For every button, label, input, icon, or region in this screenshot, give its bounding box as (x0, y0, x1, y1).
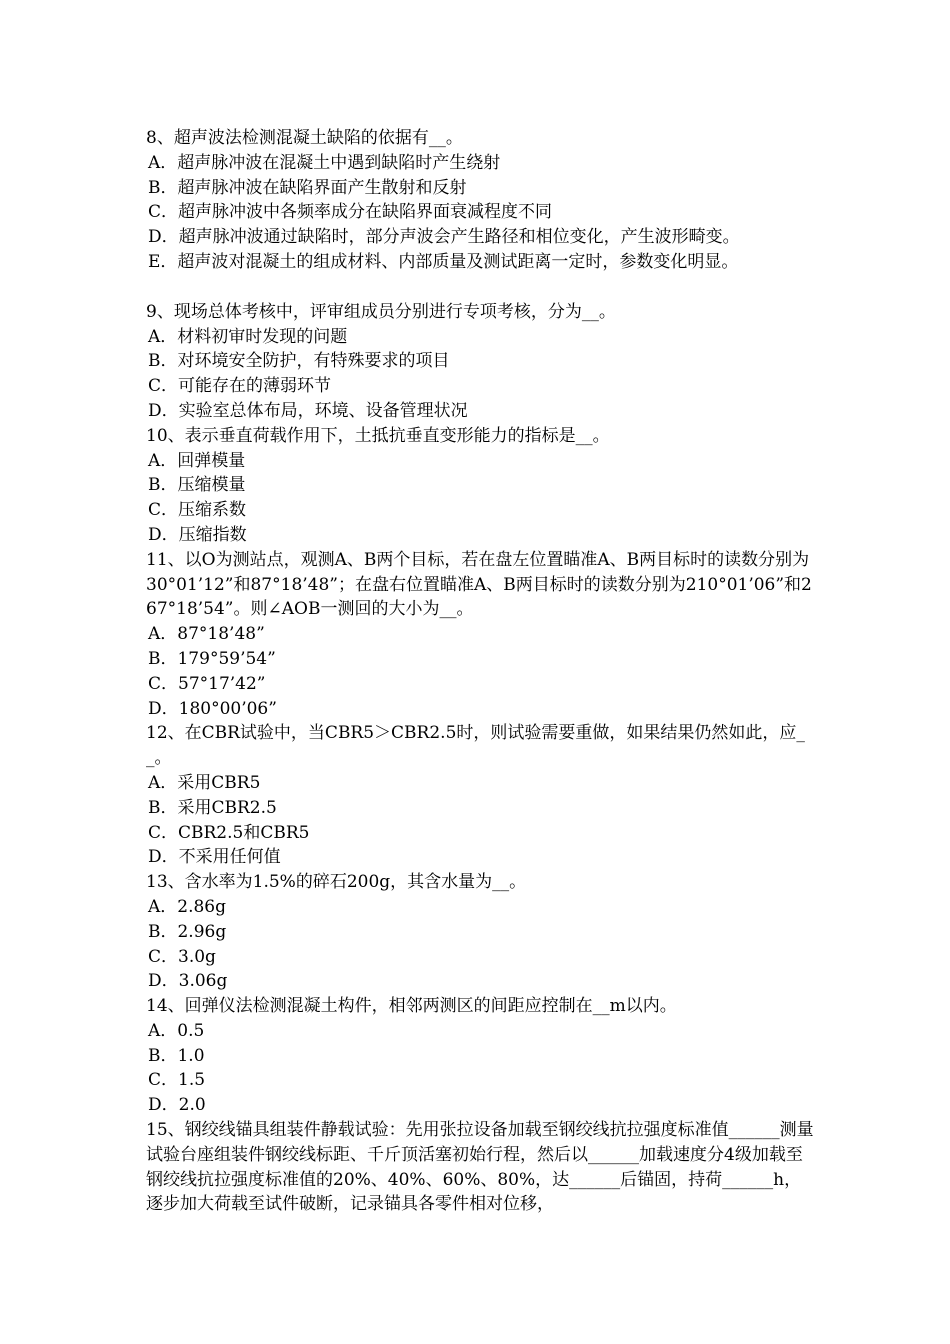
option-c: C．超声脉冲波中各频率成分在缺陷界面衰减程度不同 (148, 202, 553, 223)
option-b: B．179°59’54” (148, 648, 276, 669)
option-d: D．180°00’06” (148, 698, 277, 719)
option-a: A．材料初审时发现的问题 (148, 326, 348, 347)
question-stem: 9、现场总体考核中，评审组成员分别进行专项考核，分为__。 (146, 301, 616, 322)
option-a: A．超声脉冲波在混凝土中遇到缺陷时产生绕射 (148, 152, 501, 173)
option-a: A．2.86g (148, 896, 227, 917)
option-c: C．3.0g (148, 946, 216, 967)
question-11 (146, 548, 816, 722)
question-8 (146, 126, 816, 275)
question-stem: 14、回弹仪法检测混凝土构件，相邻两测区的间距应控制在__m以内。 (146, 996, 677, 1017)
option-b: B．1.0 (148, 1045, 205, 1066)
question-stem: 15、钢绞线锚具组装件静载试验：先用张拉设备加载至钢绞线抗拉强度标准值______测量试验台座组装件钢绞线标距、千斤顶活塞初始行程，然后以______加载速度分4级加载至钢绞线抗拉强度标准值的20%、40%、60%、80%，达______后锚固，持荷______h，逐步加大荷载至试件破断，记录锚具各零件相对位移， (146, 1120, 814, 1215)
question-stem: 8、超声波法检测混凝土缺陷的依据有__。 (146, 128, 463, 148)
question-12 (146, 721, 816, 870)
option-c: C．1.5 (148, 1070, 206, 1091)
option-d: D．3.06g (148, 971, 228, 992)
question-list (146, 126, 816, 1217)
option-d: D．实验室总体布局，环境、设备管理状况 (148, 400, 468, 421)
spacer (146, 275, 816, 300)
option-d: D．不采用任何值 (148, 847, 281, 868)
option-a: A．0.5 (148, 1020, 205, 1041)
question-stem: 11、以O为测站点，观测A、B两个目标，若在盘左位置瞄准A、B两目标时的读数分别为30°01’12”和87°18’48”；在盘右位置瞄准A、B两目标时的读数分别为210°01’06”和267°18’54”。则∠AOB一测回的大小为__。 (146, 549, 812, 620)
option-b: B．压缩模量 (148, 475, 246, 496)
question-13 (146, 870, 816, 994)
option-c: C．压缩系数 (148, 500, 247, 521)
option-a: A．采用CBR5 (148, 772, 261, 793)
option-d: D．压缩指数 (148, 524, 247, 545)
question-stem: 13、含水率为1.5%的碎石200g，其含水量为__。 (146, 872, 527, 893)
option-b: B．2.96g (148, 921, 227, 942)
option-b: B．超声脉冲波在缺陷界面产生散射和反射 (148, 177, 467, 198)
question-stem: 12、在CBR试验中，当CBR5＞CBR2.5时，则试验需要重做，如果结果仍然如此，应__。 (146, 723, 805, 769)
option-d: D．超声脉冲波通过缺陷时，部分声波会产生路径和相位变化，产生波形畸变。 (148, 227, 740, 248)
option-e: E．超声波对混凝土的组成材料、内部质量及测试距离一定时，参数变化明显。 (148, 251, 739, 272)
option-a: A．87°18’48” (148, 624, 265, 645)
question-10 (146, 424, 816, 548)
option-b: B．对环境安全防护，有特殊要求的项目 (148, 351, 450, 372)
question-14 (146, 994, 816, 1118)
option-c: C．57°17’42” (148, 673, 266, 694)
question-stem: 10、表示垂直荷载作用下，土抵抗垂直变形能力的指标是__。 (146, 425, 610, 446)
option-d: D．2.0 (148, 1095, 206, 1116)
question-9 (146, 300, 816, 424)
option-c: C．CBR2.5和CBR5 (148, 822, 310, 843)
option-a: A．回弹模量 (148, 450, 246, 471)
question-15 (146, 1118, 816, 1217)
option-b: B．采用CBR2.5 (148, 797, 277, 818)
option-c: C．可能存在的薄弱环节 (148, 376, 332, 397)
